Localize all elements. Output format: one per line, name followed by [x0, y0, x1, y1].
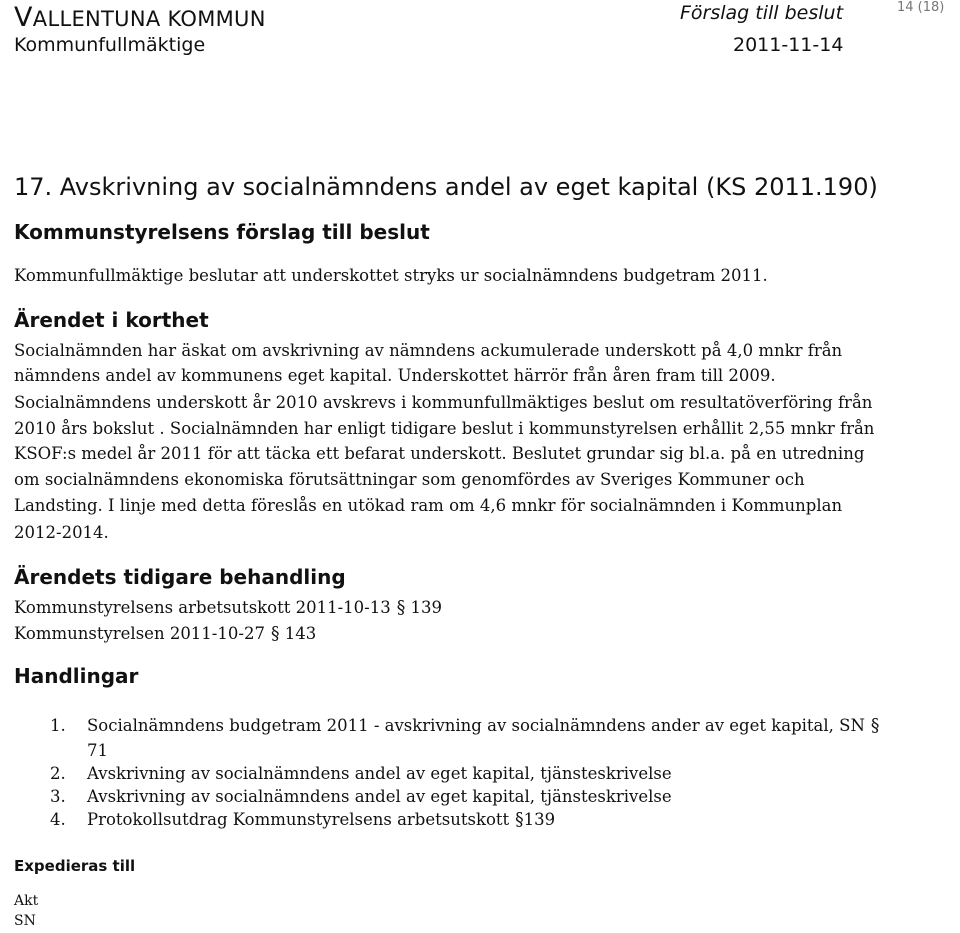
- document-number: 4.: [50, 810, 66, 829]
- organization-name: [14, 2, 266, 33]
- previous-handling-text: Kommunstyrelsen 2011-10-27: [14, 624, 265, 643]
- org-initial: V: [14, 2, 33, 33]
- summary-heading: Ärendet i korthet: [14, 308, 209, 332]
- previous-handling-heading: Ärendets tidigare behandling: [14, 565, 346, 589]
- summary-line: KSOF:s medel år 2011 för att täcka ett befarat underskott. Beslutet grundar sig bl.a. på en utredning: [14, 444, 865, 463]
- summary-line: nämndens andel av kommunens eget kapital. Underskottet härrör från åren fram till 2009.: [14, 366, 776, 385]
- section-sign-icon: §: [870, 715, 880, 737]
- previous-handling-text: Kommunstyrelsens arbetsutskott 2011-10-13: [14, 598, 391, 617]
- document-status: Förslag till beslut: [680, 2, 844, 24]
- summary-line: om socialnämndens ekonomiska förutsättningar som genomfördes av Sveriges Kommuner och: [14, 470, 805, 489]
- section-sign-icon: §: [515, 809, 524, 831]
- summary-line: 2010 års bokslut . Socialnämnden har enligt tidigare beslut i kommunstyrelsen erhållit 2,55 mnkr från: [14, 419, 875, 438]
- document-item-continuation: [50, 741, 108, 760]
- document-item: [50, 716, 879, 736]
- document-section: 139: [523, 810, 556, 829]
- document-number: 1.: [50, 716, 66, 735]
- dispatch-recipient: Akt: [14, 893, 39, 909]
- summary-line: Socialnämndens underskott år 2010 avskrevs i kommunfullmäktiges beslut om resultatöverföring från: [14, 393, 873, 412]
- dispatch-heading: Expedieras till: [14, 857, 136, 875]
- org-rest: ALLENTUNA KOMMUN: [32, 7, 266, 31]
- document-item: [50, 787, 672, 806]
- previous-handling-item: [14, 624, 316, 644]
- page-number: 14 (18): [897, 0, 945, 15]
- committee-name: Kommunfullmäktige: [14, 34, 206, 56]
- proposal-heading: Kommunstyrelsens förslag till beslut: [14, 220, 430, 244]
- previous-handling-item: [14, 598, 442, 618]
- previous-handling-section: 139: [410, 598, 442, 617]
- document-number: 2.: [50, 764, 66, 783]
- document-text: Avskrivning av socialnämndens andel av eget kapital, tjänsteskrivelse: [87, 764, 672, 783]
- document-number: 3.: [50, 787, 66, 806]
- documents-heading: Handlingar: [14, 664, 139, 688]
- document-item: [50, 810, 555, 830]
- section-sign-icon: §: [396, 597, 406, 619]
- document-text: Socialnämndens budgetram 2011 - avskrivning av socialnämndens ander av eget kapital, SN: [87, 716, 865, 735]
- document-text: Protokollsutdrag Kommunstyrelsens arbetsutskott: [87, 810, 510, 829]
- document-text: Avskrivning av socialnämndens andel av eget kapital, tjänsteskrivelse: [87, 787, 672, 806]
- document-date: 2011-11-14: [733, 34, 844, 56]
- previous-handling-section: 143: [284, 624, 317, 643]
- summary-line: Landsting. I linje med detta föreslås en utökad ram om 4,6 mnkr för socialnämnden i Kommunplan: [14, 496, 843, 515]
- dispatch-recipient: SN: [14, 913, 36, 929]
- item-title: 17. Avskrivning av socialnämndens andel av eget kapital (KS 2011.190): [14, 173, 878, 201]
- document-item: [50, 764, 672, 783]
- document-text-continuation: 71: [87, 741, 108, 760]
- section-sign-icon: §: [270, 623, 280, 645]
- summary-line: Socialnämnden har äskat om avskrivning av nämndens ackumulerade underskott på 4,0 mnkr från: [14, 341, 843, 360]
- summary-line: 2012-2014.: [14, 523, 109, 542]
- proposal-text: Kommunfullmäktige beslutar att underskottet stryks ur socialnämndens budgetram 2011.: [14, 266, 768, 285]
